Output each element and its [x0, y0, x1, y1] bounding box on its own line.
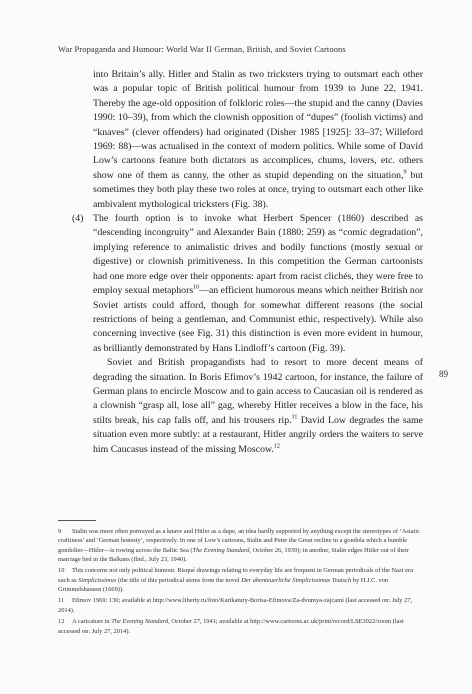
footnote-ref-10[interactable]: 10: [193, 284, 200, 291]
running-head: War Propaganda and Humour: World War II German, British, and Soviet Cartoons: [58, 44, 346, 54]
footnote-text: Der abenteuerliche Simplicissimus Teutsch: [241, 576, 352, 584]
footnote-text: The Evening Standard: [192, 546, 250, 554]
footnote-text: Stalin was more often portrayed as a knave and Hitler as a dupe, an idea hardly supported by anything except the stereotypes of ‘Asiatic craftiness’ and ‘German honesty’, respectively. In one of Low’s cartoons, Stalin and Peter the Great recline in a gondola which a humble gondolier—Hitler—is rowing across the Baltic Sea (: [58, 528, 420, 554]
footnote-ref-9[interactable]: 9: [403, 169, 407, 176]
footnote-ref-12[interactable]: 12: [273, 443, 280, 450]
footnote-9: [58, 527, 424, 564]
page-number: 89: [439, 369, 448, 379]
body-text: [72, 68, 424, 457]
list-item-number: (4): [72, 213, 84, 225]
paragraph-continuation: [93, 68, 423, 212]
footnote-number: 12: [58, 618, 65, 626]
footnote-text: , October 26, 1939); in another, Stalin edges Hitler out of their marriage bed in the Balkans (Ibid., July 23, 1940).: [58, 546, 409, 563]
footnote-ref-11[interactable]: 11: [291, 414, 298, 421]
footnote-10: [58, 566, 424, 594]
footnote-text: (the title of this periodical stems from the novel: [116, 576, 242, 584]
footnote-text: by H.J.C. von Grimmelshausen (1669)).: [58, 576, 389, 593]
paragraph-text: but sometimes they both play these two roles at once, trying to outsmart each other like ambivalent mythological tricksters (Fig. 38).: [93, 169, 424, 210]
footnote-text: A caricature in: [72, 618, 112, 626]
footnotes: [58, 527, 424, 638]
footnote-number: 10: [58, 567, 65, 575]
footnote-text: This concerns not only political humour. Risqué drawings relating to everyday life are frequent in German periodicals of the Nazi era such as: [58, 567, 413, 584]
footnote-number: 11: [58, 597, 65, 605]
footnote-12: [58, 617, 424, 636]
footnote-number: 9: [58, 528, 62, 535]
paragraph-text: David Low degrades the same situation even more subtly: at a restaurant, Hitler angrily orders the waiters to serve him Caucasus instead of the missing Moscow.: [93, 414, 424, 455]
footnote-11: [58, 596, 424, 615]
paragraph-text: —an efficient humorous means which neither British nor Soviet artists could afford, though for somewhat different reasons (the social restrictions of being a gentleman, and Communist ethic, respectively). While also concerning invective (see Fig. 31) this distinction is even more evident in humour, as brilliantly demonstrated by Hans Lindloff’s cartoon (Fig. 39).: [93, 285, 423, 354]
footnote-text: , October 27, 1941; available at http://www.cartoons.ac.uk/print/record/LSE3022/zoom (last accessed on: July 27, 2014).: [58, 618, 404, 635]
paragraph-text: into Britain’s ally. Hitler and Stalin as two tricksters trying to outsmart each other was a popular topic of British political humour from 1939 to June 22, 1941. Thereby the age-old opposition of folkloric roles—the stupid and the canny (Davies 1990: 10–39), from which the clownish opposition of “dupes” (foolish victims) and “knaves” (clever offenders) had originated (Disher 1985 [1925]: 33–37; Willeford 1969: 88)—was actualised in the context of modern politics. While some of David Low’s cartoons feature both dictators as accomplices, chums, lovers, etc. others show one of them as canny, the other as stupid depending on the situation,: [93, 69, 423, 181]
list-item-4: [72, 212, 423, 356]
paragraph: [93, 356, 423, 457]
footnote-text: Simplicissimus: [78, 576, 117, 584]
footnote-text: The Evening Standard: [111, 618, 169, 626]
paragraph-text: Soviet and British propagandists had to resort to more decent means of degrading the situation. In Boris Efimov’s 1942 cartoon, for instance, the failure of German plans to encircle Moscow and to gain access to Caucasian oil is rendered as a clownish “grasp all, lose all” gag, whereby Hitler receives a blow in the face, his stilts break, his cap falls off, and his trousers rip.: [93, 357, 423, 426]
paragraph-text: The fourth option is to invoke what Herbert Spencer (1860) described as “descending incongruity” and Alexander Bain (1880: 259) as “comic degradation”, implying reference to animalistic drives and bodily functions (mostly sexual or digestive) or clownish primitiveness. In this competition the German cartoonists had one more edge over their opponents: apart from racist clichés, they were free to employ sexual metaphors: [93, 213, 423, 297]
footnote-divider: [58, 520, 96, 521]
footnote-text: Efimov 1969: 130; available at http://www.liberty.ru/foto/Karikatury-Borisa-Efimova/Za-dvumya-zajcami (last accessed on: July 27, 2014).: [58, 597, 413, 614]
